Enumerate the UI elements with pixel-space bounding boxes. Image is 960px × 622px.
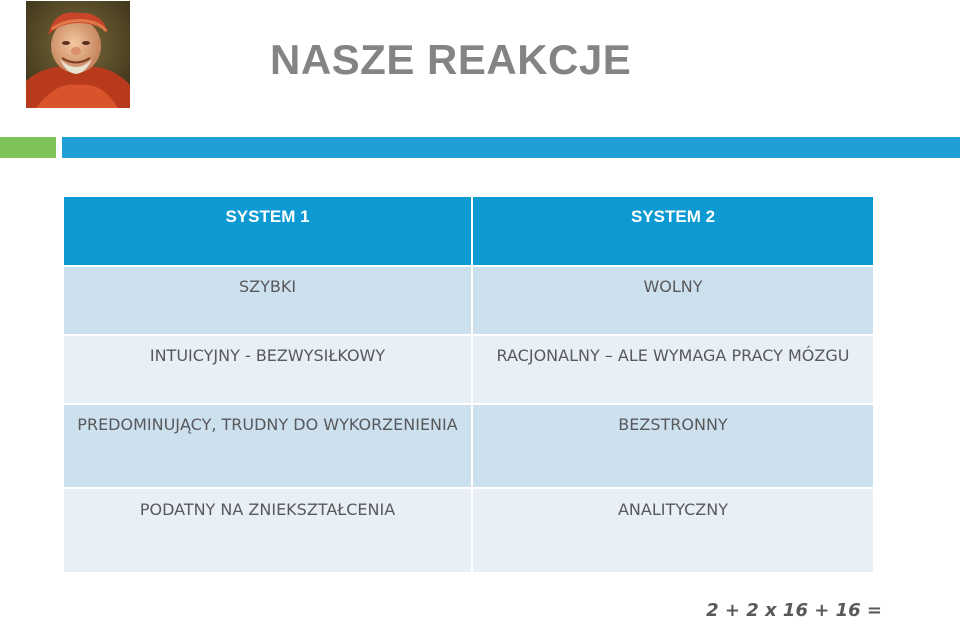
table-cell: SZYBKI xyxy=(64,266,472,335)
formula-text: 2 + 2 x 16 + 16 = xyxy=(706,600,882,621)
table-row xyxy=(64,266,873,335)
header-system-1: SYSTEM 1 xyxy=(64,197,472,266)
page-title: NASZE REAKCJE xyxy=(270,36,632,83)
smiling-man-portrait-icon xyxy=(26,1,130,108)
accent-bar-blue xyxy=(62,137,960,158)
header-system-2: SYSTEM 2 xyxy=(472,197,873,266)
table-row xyxy=(64,404,873,488)
table-cell: ANALITYCZNY xyxy=(472,488,873,573)
table-cell: PREDOMINUJĄCY, TRUDNY DO WYKORZENIENIA xyxy=(64,404,472,488)
comparison-table xyxy=(64,197,873,574)
portrait-image xyxy=(26,1,130,108)
table-cell: INTUICYJNY - BEZWYSIŁKOWY xyxy=(64,335,472,404)
table-cell: RACJONALNY – ALE WYMAGA PRACY MÓZGU xyxy=(472,335,873,404)
accent-bar-green xyxy=(0,137,56,158)
table-header-row xyxy=(64,197,873,266)
table-row xyxy=(64,335,873,404)
table-cell: WOLNY xyxy=(472,266,873,335)
table-cell: BEZSTRONNY xyxy=(472,404,873,488)
table-cell: PODATNY NA ZNIEKSZTAŁCENIA xyxy=(64,488,472,573)
table-row xyxy=(64,488,873,573)
